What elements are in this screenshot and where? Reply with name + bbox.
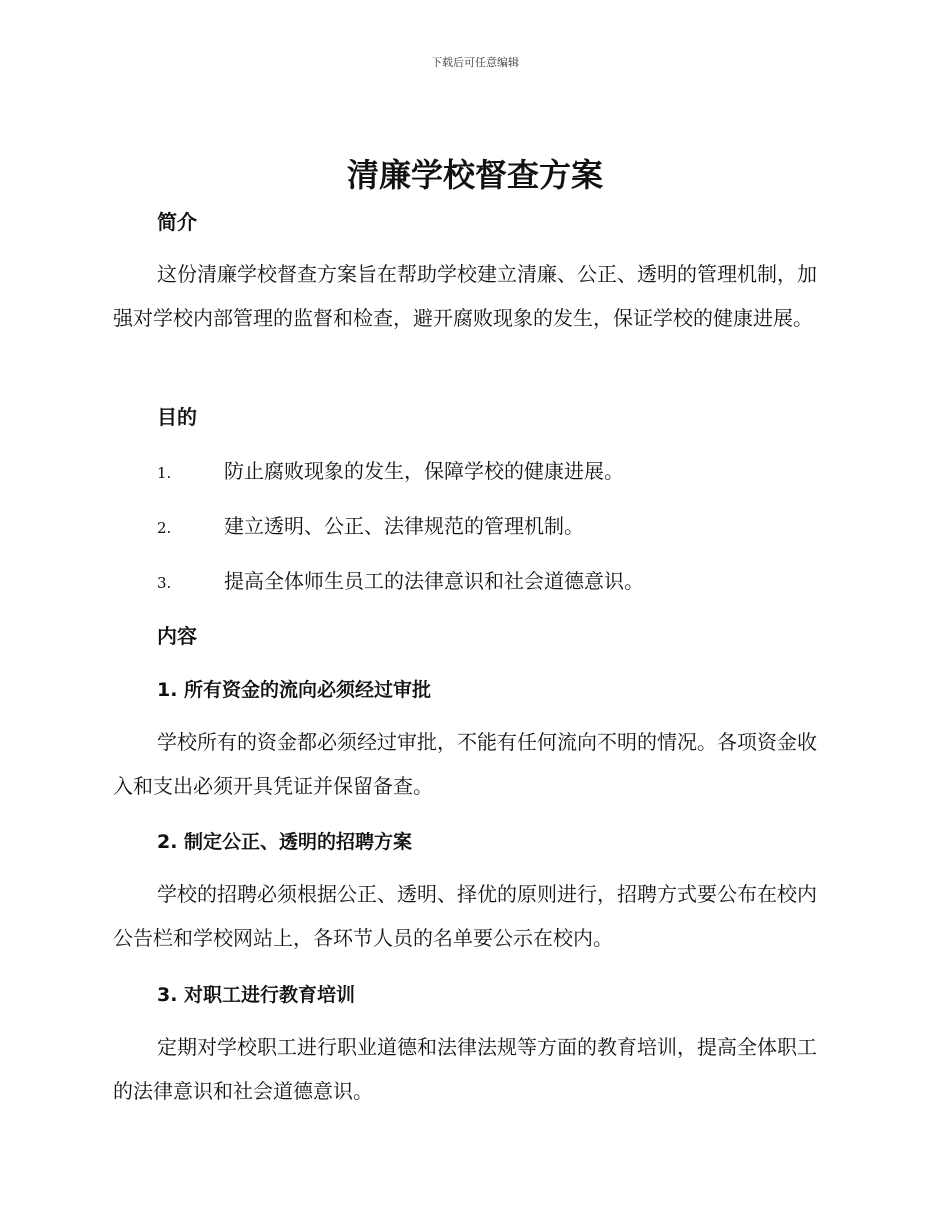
document-title: 清廉学校督查方案 [346,156,603,194]
list-number: 2. [157,519,172,537]
purpose-item-3 [157,565,837,594]
purpose-item-2 [157,510,837,539]
content-heading: 内容 [157,624,197,648]
content-section-3-title: 3. 对职工进行教育培训 [157,984,356,1006]
intro-heading: 简介 [157,210,197,234]
intro-paragraph: 这份清廉学校督查方案旨在帮助学校建立清廉、公正、透明的管理机制，加强对学校内部管理的监督和检查，避开腐败现象的发生，保证学校的健康进展。 [113,262,817,330]
content-section-2-text: 学校的招聘必须根据公正、透明、择优的原则进行，招聘方式要公布在校内公告栏和学校网站上，各环节人员的名单要公示在校内。 [113,882,817,950]
list-text: 防止腐败现象的发生，保障学校的健康进展。 [224,459,624,483]
header-note: 下载后可任意编辑 [431,56,519,69]
list-text: 提高全体师生员工的法律意识和社会道德意识。 [224,569,644,593]
content-section-2-title: 2. 制定公正、透明的招聘方案 [157,831,413,853]
purpose-item-1 [157,455,837,484]
content-section-3-text: 定期对学校职工进行职业道德和法律法规等方面的教育培训，提高全体职工的法律意识和社会道德意识。 [113,1035,817,1103]
content-section-1-title: 1. 所有资金的流向必须经过审批 [157,679,432,701]
content-section-1-text: 学校所有的资金都必须经过审批，不能有任何流向不明的情况。各项资金收入和支出必须开具凭证并保留备查。 [113,730,817,798]
list-number: 3. [157,574,172,592]
list-number: 1. [157,464,172,482]
purpose-heading: 目的 [157,405,197,429]
list-text: 建立透明、公正、法律规范的管理机制。 [224,514,584,538]
